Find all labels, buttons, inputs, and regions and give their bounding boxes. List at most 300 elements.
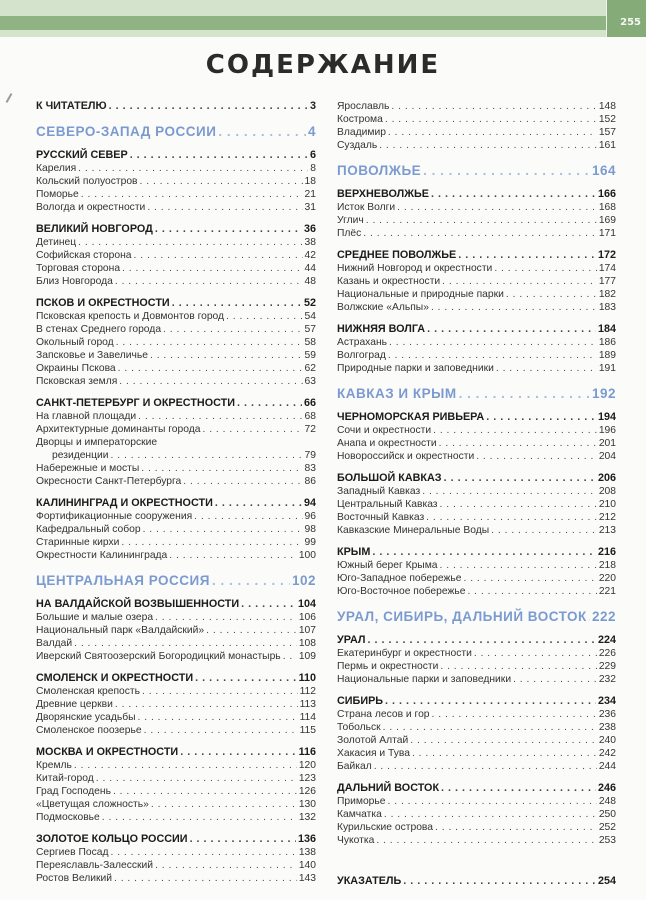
toc-subentry[interactable] [337,362,616,375]
dot-leader [113,785,297,798]
toc-subentry[interactable] [36,249,316,262]
toc-subentry[interactable] [337,721,616,734]
toc-page-number: 126 [298,786,316,797]
toc-page-number: 31 [304,202,316,213]
dot-leader [372,546,596,559]
toc-subentry[interactable] [36,624,316,637]
toc-subentry[interactable] [337,559,616,572]
dot-leader [376,834,597,847]
toc-entry-label: Анапа и окрестности [337,438,437,449]
toc-page-number: 116 [298,746,316,758]
dot-leader [391,100,596,113]
toc-entry-label: Золотой Алтай [337,735,409,746]
dot-leader [218,123,306,140]
toc-section-heading[interactable] [36,297,316,310]
toc-page-number: 106 [298,612,316,623]
toc-page-number: 246 [597,782,616,794]
page-title: СОДЕРЖАНИЕ [205,50,441,80]
toc-subentry[interactable] [337,673,616,686]
toc-page-number: 189 [598,350,616,361]
toc-page-number: 18 [304,176,316,187]
toc-section-heading[interactable] [337,695,616,708]
toc-region-heading[interactable] [36,572,316,589]
toc-entry-label: ВЕРХНЕВОЛЖЬЕ [337,188,429,200]
toc-page-number: 182 [598,289,616,300]
toc-subentry[interactable] [337,349,616,362]
toc-entry-label: Исток Волги [337,202,396,213]
toc-subentry[interactable] [337,288,616,301]
dot-leader [195,672,296,685]
toc-entry-label: УРАЛ [337,634,366,646]
toc-intro-entry[interactable] [36,100,316,113]
dot-leader [118,362,303,375]
dot-leader [367,634,596,647]
toc-subentry[interactable] [36,611,316,624]
toc-page-number: 252 [598,822,616,833]
toc-region-heading[interactable] [337,608,616,625]
dot-leader [427,323,596,336]
toc-page-number: 143 [298,873,316,884]
toc-page-number: 123 [298,773,316,784]
toc-page-number: 52 [303,297,316,309]
toc-page-number: 250 [598,809,616,820]
toc-subentry[interactable] [36,310,316,323]
toc-entry-label: КАЛИНИНГРАД И ОКРЕСТНОСТИ [36,497,213,509]
toc-subentry[interactable] [337,821,616,834]
toc-entry-label: Байкал [337,761,372,772]
dot-leader [102,811,297,824]
toc-subentry[interactable] [36,523,316,536]
toc-subentry[interactable] [36,759,316,772]
toc-entry-label: Дворянские усадьбы [36,712,136,723]
toc-entry-label: Волгоград [337,350,386,361]
dot-leader [114,872,297,885]
toc-subentry[interactable] [337,126,616,139]
toc-entry-label: Юго-Восточное побережье [337,586,466,597]
toc-page-number: 240 [598,735,616,746]
toc-page-number: 183 [598,302,616,313]
toc-subentry[interactable] [36,410,316,423]
dot-leader [81,188,303,201]
dot-leader [385,695,596,708]
toc-subentry[interactable] [337,450,616,463]
toc-page-number: 191 [598,363,616,374]
dot-leader [426,511,597,524]
toc-page-number: 244 [598,761,616,772]
toc-page-number: 229 [598,661,616,672]
dot-leader [379,139,597,152]
toc-subentry[interactable] [36,698,316,711]
toc-entry-label: УКАЗАТЕЛЬ [337,875,402,887]
dot-leader [410,734,597,747]
toc-subentry[interactable] [337,524,616,537]
dot-leader [150,349,303,362]
dot-leader [467,585,596,598]
toc-page-number: 86 [304,476,316,487]
toc-section-heading[interactable] [36,223,316,236]
toc-entry-label: МОСКВА И ОКРЕСТНОСТИ [36,746,179,758]
dot-leader [440,498,597,511]
dot-leader [589,608,590,625]
toc-page-number: 114 [299,712,316,723]
toc-subentry[interactable] [36,872,316,885]
toc-subentry[interactable] [36,772,316,785]
toc-subentry[interactable] [337,301,616,314]
dot-leader [374,760,597,773]
toc-subentry[interactable] [337,485,616,498]
toc-page-number: 216 [597,546,616,558]
toc-entry-label: Валдай [36,638,73,649]
dot-leader [397,201,597,214]
dot-leader [215,497,302,510]
toc-page-number: 208 [598,486,616,497]
toc-entry-label: СИБИРЬ [337,695,384,707]
toc-page-number: 164 [591,163,616,178]
toc-subentry[interactable] [337,808,616,821]
toc-entry-label: Кремль [36,760,72,771]
toc-page-number: 130 [298,799,316,810]
toc-subentry[interactable] [36,362,316,375]
toc-page-number: 220 [598,573,616,584]
dot-leader [283,650,297,663]
toc-section-heading[interactable] [36,672,316,685]
toc-entry-label: Смоленское поозерье [36,725,142,736]
toc-entry-label: Екатеринбург и окрестности [337,648,472,659]
toc-subentry[interactable] [36,449,316,462]
toc-entry-label: Ярославль [337,101,390,112]
toc-subentry[interactable] [337,262,616,275]
dot-leader [431,301,597,314]
toc-subentry[interactable] [36,637,316,650]
toc-page-number: 21 [304,189,316,200]
toc-entry-label: БОЛЬШОЙ КАВКАЗ [337,472,442,484]
toc-entry-label: Подмосковье [36,812,100,823]
toc-entry-label: Псковская земля [36,376,118,387]
toc-page-number: 44 [304,263,316,274]
toc-entry-label: НА ВАЛДАЙСКОЙ ВОЗВЫШЕННОСТИ [36,598,240,610]
toc-section-heading[interactable] [337,323,616,336]
toc-page-number: 83 [304,463,316,474]
dot-leader [142,685,298,698]
toc-page-number: 132 [298,812,316,823]
toc-entry-label: Южный берег Крыма [337,560,438,571]
dot-leader [442,275,597,288]
toc-page-number: 161 [598,140,616,151]
toc-entry-label: Древние церкви [36,699,113,710]
dot-leader [121,536,302,549]
toc-subentry[interactable] [337,747,616,760]
toc-subentry[interactable] [36,462,316,475]
toc-subentry[interactable] [36,349,316,362]
dot-leader [422,485,597,498]
toc-page-number: 210 [598,499,616,510]
dot-leader [144,724,298,737]
toc-subentry[interactable] [337,227,616,240]
toc-page-number: 109 [298,651,316,662]
toc-entry-label: Восточный Кавказ [337,512,425,523]
toc-page-number: 242 [598,748,616,759]
toc-entry-label: Национальный парк «Валдайский» [36,625,205,636]
toc-entry-label: Окраины Пскова [36,363,116,374]
toc-page-number: 96 [304,511,316,522]
dot-leader [74,637,297,650]
toc-subentry[interactable] [36,375,316,388]
toc-subentry[interactable] [337,113,616,126]
toc-page-number: 62 [304,363,316,374]
toc-entry-label: Карелия [36,163,77,174]
dot-leader [190,833,296,846]
toc-entry-label: Курильские острова [337,822,434,833]
toc-section-heading[interactable] [36,598,316,611]
toc-subentry[interactable] [36,423,316,436]
dot-leader [115,698,298,711]
toc-subentry[interactable] [337,214,616,227]
toc-entry-label: Близ Новгорода [36,276,113,287]
dot-leader [237,397,302,410]
toc-entry-label: Тобольск [337,722,381,733]
toc-page-number: 157 [598,127,616,138]
dot-leader [459,385,590,402]
dot-leader [122,262,302,275]
toc-page-number: 58 [304,337,316,348]
dot-leader [74,759,297,772]
toc-entry-label: Вологда и окрестности [36,202,146,213]
toc-subentry[interactable] [337,424,616,437]
toc-entry-label: ЦЕНТРАЛЬНАЯ РОССИЯ [36,573,210,588]
toc-subentry[interactable] [36,685,316,698]
toc-entry-label: СМОЛЕНСК И ОКРЕСТНОСТИ [36,672,194,684]
dot-leader [506,288,597,301]
toc-subentry[interactable] [36,510,316,523]
toc-subentry[interactable] [36,336,316,349]
toc-entry-label: Ростов Великий [36,873,112,884]
toc-page-number: 54 [304,311,316,322]
toc-entry-label: Детинец [36,237,77,248]
toc-page-number: 115 [299,725,316,736]
toc-subentry[interactable] [36,201,316,214]
toc-page-number: 234 [597,695,616,707]
dot-leader [463,572,596,585]
dot-leader [155,611,297,624]
toc-entry-label: ПОВОЛЖЬЕ [337,163,422,178]
toc-subentry[interactable] [36,650,316,663]
toc-page-number: 177 [598,276,616,287]
toc-entry-label: Новороссийск и окрестности [337,451,475,462]
toc-entry-label: Китай-город [36,773,94,784]
dot-leader [169,549,297,562]
dot-leader [194,510,302,523]
toc-right-column [337,100,616,888]
dot-leader [433,424,597,437]
toc-page-number: 152 [598,114,616,125]
dot-leader [366,214,597,227]
toc-entry-label: Кострома [337,114,383,125]
toc-page-number: 57 [304,324,316,335]
toc-subentry[interactable] [36,236,316,249]
toc-entry-label: На главной площади [36,411,137,422]
toc-page-number: 206 [597,472,616,484]
toc-page-number: 221 [598,586,616,597]
dot-leader [226,310,302,323]
toc-section-heading[interactable] [337,411,616,424]
toc-subentry[interactable] [36,536,316,549]
toc-entry-label: резиденции [52,450,109,461]
toc-entry-label: Кафедральный собор [36,524,141,535]
toc-subentry[interactable] [337,437,616,450]
dot-leader [491,524,597,537]
toc-entry-label: Сергиев Посад [36,847,109,858]
toc-entry-label: ЗОЛОТОЕ КОЛЬЦО РОССИИ [36,833,188,845]
toc-section-heading[interactable] [337,546,616,559]
toc-page-number: 102 [291,573,316,588]
toc-index-entry[interactable] [337,875,616,888]
toc-subentry[interactable] [36,475,316,488]
toc-entry-label: ПСКОВ И ОКРЕСТНОСТИ [36,297,170,309]
toc-subentry[interactable] [36,859,316,872]
toc-subentry[interactable] [337,498,616,511]
dot-leader [138,410,302,423]
toc-section-heading[interactable] [36,746,316,759]
toc-section-heading[interactable] [337,472,616,485]
dot-leader [476,450,597,463]
toc-section-heading[interactable] [36,833,316,846]
toc-region-heading[interactable] [337,385,616,402]
dot-leader [206,624,297,637]
toc-page-number: 63 [304,376,316,387]
toc-page-number: 66 [303,397,316,409]
toc-subentry[interactable] [337,572,616,585]
dot-leader [431,188,596,201]
toc-section-heading[interactable] [36,149,316,162]
toc-subentry[interactable] [36,724,316,737]
dot-leader [458,249,596,262]
toc-entry-label-line1[interactable]: Дворцы и императорские [36,437,158,448]
toc-subentry[interactable] [337,760,616,773]
toc-entry-label: В стенах Среднего города [36,324,162,335]
toc-entry-label: Град Господень [36,786,111,797]
toc-region-heading[interactable] [36,123,316,140]
toc-page-number: 8 [310,163,316,174]
dot-leader [363,227,597,240]
toc-subentry[interactable] [36,811,316,824]
toc-subentry[interactable] [337,734,616,747]
toc-subentry[interactable] [337,647,616,660]
toc-subentry[interactable] [337,660,616,673]
toc-subentry[interactable] [36,275,316,288]
toc-entry-label: Пермь и окрестности [337,661,439,672]
toc-entry-label: Суздаль [337,140,378,151]
toc-subentry[interactable] [337,511,616,524]
toc-section-heading[interactable] [337,634,616,647]
toc-entry-label: ЧЕРНОМОРСКАЯ РИВЬЕРА [337,411,485,423]
dot-leader [111,449,303,462]
toc-page-number: 174 [598,263,616,274]
toc-subentry[interactable] [337,795,616,808]
toc-page-number: 248 [598,796,616,807]
toc-section-heading[interactable] [337,188,616,201]
dot-leader [155,223,302,236]
toc-entry-label: РУССКИЙ СЕВЕР [36,149,128,161]
toc-subentry[interactable] [337,139,616,152]
toc-subentry[interactable] [337,100,616,113]
toc-entry-label: Юго-Западное побережье [337,573,462,584]
dot-leader [110,846,296,859]
toc-entry-label: Нижний Новгород и окрестности [337,263,493,274]
toc-subentry[interactable] [337,708,616,721]
toc-page-number: 6 [309,149,316,161]
toc-page-number: 213 [598,525,616,536]
dot-leader [440,559,597,572]
dot-leader [96,772,297,785]
toc-page-number: 138 [298,847,316,858]
toc-section-heading[interactable] [36,497,316,510]
toc-subentry[interactable] [36,798,316,811]
toc-entry-label: Казань и окрестности [337,276,441,287]
toc-entry-label: ВЕЛИКИЙ НОВГОРОД [36,223,153,235]
toc-section-heading[interactable] [337,249,616,262]
toc-page-number: 110 [298,672,316,684]
toc-entry-label: Сочи и окрестности [337,425,432,436]
toc-page-number: 99 [304,537,316,548]
toc-entry-label: Иверский Святоозерский Богородицкий монастырь [36,651,281,662]
dot-leader [513,673,597,686]
dot-leader [212,572,290,589]
toc-entry-label: Поморье [36,189,79,200]
toc-subentry[interactable] [36,549,316,562]
toc-entry-label: Старинные кирхи [36,537,120,548]
toc-page-number: 3 [309,100,316,112]
toc-entry-label: Природные парки и заповедники [337,363,494,374]
toc-subentry[interactable] [337,275,616,288]
dot-leader [441,782,596,795]
dot-leader [486,411,596,424]
toc-entry-label: КАВКАЗ И КРЫМ [337,386,457,401]
toc-subentry[interactable] [36,188,316,201]
toc-subentry[interactable] [36,262,316,275]
toc-page-number: 108 [298,638,316,649]
toc-section-heading[interactable] [337,782,616,795]
toc-subentry[interactable] [36,162,316,175]
dot-leader [385,113,597,126]
toc-subentry[interactable] [36,785,316,798]
toc-page-number: 194 [597,411,616,423]
toc-subentry[interactable] [337,336,616,349]
toc-page-number: 4 [307,124,316,139]
toc-subentry[interactable] [337,585,616,598]
toc-page-number: 94 [303,497,316,509]
toc-section-heading[interactable] [36,397,316,410]
dot-leader [172,297,302,310]
dot-leader [143,523,303,536]
toc-subentry[interactable] [36,175,316,188]
toc-entry-label: Переяславль-Залесский [36,860,154,871]
toc-entry-label: САНКТ-ПЕТЕРБУРГ И ОКРЕСТНОСТИ [36,397,236,409]
dot-leader [440,660,596,673]
toc-subentry[interactable] [36,323,316,336]
toc-page-number: 253 [598,835,616,846]
toc-entry-label: Западный Кавказ [337,486,421,497]
toc-subentry[interactable] [36,846,316,859]
toc-entry-label: НИЖНЯЯ ВОЛГА [337,323,426,335]
toc-page-number: 168 [598,202,616,213]
toc-page-number: 48 [304,276,316,287]
toc-subentry[interactable] [337,201,616,214]
toc-subentry[interactable] [36,711,316,724]
dot-leader [496,362,597,375]
toc-region-heading[interactable] [337,162,616,179]
dot-leader [403,875,596,888]
toc-subentry[interactable] [337,834,616,847]
